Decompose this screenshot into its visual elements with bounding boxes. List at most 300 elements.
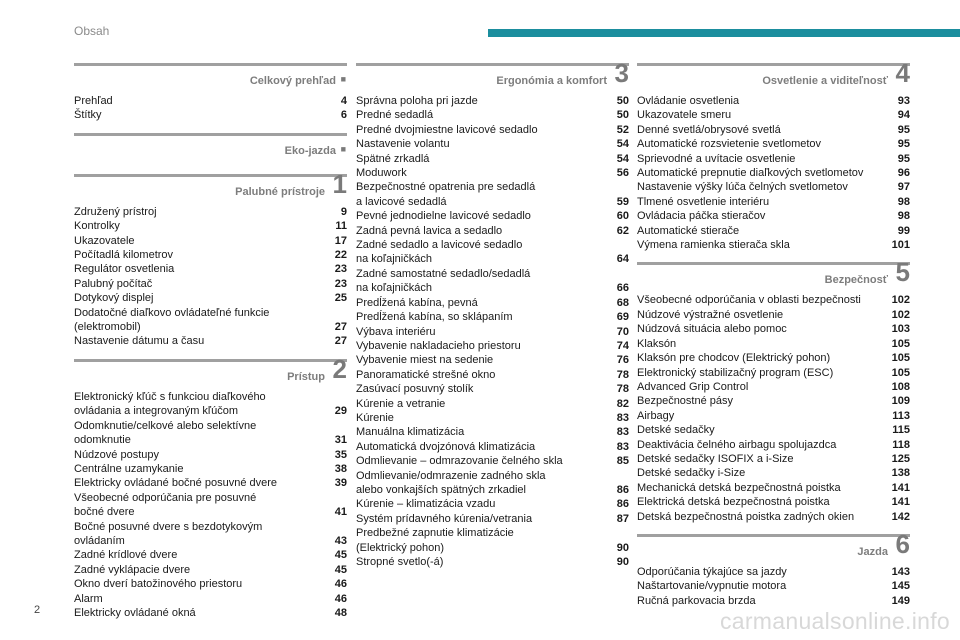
toc-entry[interactable] bbox=[356, 310, 629, 324]
toc-entry-title bbox=[637, 466, 757, 480]
section-header bbox=[74, 63, 347, 94]
toc-entry[interactable] bbox=[74, 491, 347, 520]
section-title: Eko-jazda bbox=[284, 144, 336, 157]
toc-section bbox=[74, 353, 347, 621]
toc-entry-page: 113 bbox=[892, 409, 910, 422]
toc-entry-title bbox=[74, 262, 186, 276]
toc-section bbox=[637, 58, 910, 252]
toc-entry-page: 69 bbox=[616, 311, 629, 324]
toc-entry-title-line: Nastavenie volantu bbox=[356, 138, 450, 151]
section-header bbox=[74, 133, 347, 164]
toc-entry[interactable] bbox=[637, 293, 910, 307]
toc-entry-title bbox=[74, 491, 268, 520]
toc-entry-title bbox=[356, 166, 419, 180]
toc-entry-page: 54 bbox=[616, 138, 629, 151]
toc-entry-page: 85 bbox=[616, 455, 629, 468]
toc-entry[interactable] bbox=[356, 166, 629, 180]
toc-entry-title-line: Stropné svetlo(-á) bbox=[356, 556, 444, 568]
toc-column-2 bbox=[356, 58, 629, 579]
toc-entry-title bbox=[74, 219, 132, 233]
toc-entry-page: 82 bbox=[616, 397, 629, 410]
toc-entry-title bbox=[356, 224, 514, 238]
toc-entry-page: 41 bbox=[334, 506, 347, 519]
toc-entry[interactable] bbox=[637, 481, 910, 495]
toc-entry[interactable] bbox=[356, 440, 629, 454]
toc-entry-title bbox=[74, 592, 115, 606]
section-header bbox=[637, 528, 910, 565]
toc-entry[interactable] bbox=[356, 267, 629, 296]
toc-entry[interactable] bbox=[637, 466, 910, 480]
toc-entry-page: 27 bbox=[334, 321, 347, 334]
toc-entry-page: 45 bbox=[334, 549, 347, 562]
toc-entry[interactable] bbox=[356, 497, 629, 511]
section-title: Palubné prístroje bbox=[235, 185, 325, 198]
toc-entry[interactable] bbox=[356, 512, 629, 526]
toc-entry-page: 95 bbox=[897, 138, 910, 151]
section-number: 1 bbox=[332, 168, 347, 199]
toc-entry[interactable] bbox=[637, 438, 910, 452]
toc-entry-title-line: Nastavenie výšky lúča čelných svetlometov bbox=[637, 181, 848, 194]
toc-section bbox=[74, 168, 347, 349]
toc-entry[interactable] bbox=[637, 337, 910, 351]
toc-entry-title-line: Bezpečnostné opatrenia pre sedadlá bbox=[356, 181, 536, 194]
toc-entry-title-line: na koľajničkách bbox=[356, 282, 432, 295]
toc-entry-page: 9 bbox=[340, 205, 347, 218]
toc-entry-title-line: Odmlievanie/odmrazenie zadného skla bbox=[356, 469, 546, 482]
toc-entry[interactable] bbox=[74, 108, 347, 122]
toc-entry-title bbox=[637, 195, 781, 209]
toc-entry[interactable] bbox=[637, 452, 910, 466]
toc-entry-page: 96 bbox=[897, 167, 910, 180]
toc-entry-title bbox=[637, 152, 807, 166]
toc-entry-page: 98 bbox=[897, 210, 910, 223]
toc-entry-title bbox=[74, 563, 202, 577]
toc-entry[interactable] bbox=[356, 123, 629, 137]
toc-entry-title-line: odomknutie bbox=[74, 434, 131, 447]
toc-entry-page: 145 bbox=[891, 580, 910, 593]
toc-entry[interactable] bbox=[356, 94, 629, 108]
toc-entry-title bbox=[74, 94, 125, 108]
toc-entry-page: 27 bbox=[334, 335, 347, 348]
toc-entry[interactable] bbox=[637, 594, 910, 608]
toc-entry-title-line: Sprievodné a uvítacie osvetlenie bbox=[637, 152, 796, 165]
toc-entry-title bbox=[74, 520, 274, 549]
toc-entry-page: 93 bbox=[897, 95, 910, 107]
toc-entry-page: 62 bbox=[616, 224, 629, 237]
toc-entry-title bbox=[356, 267, 542, 296]
toc-entry-title-line: Centrálne uzamykanie bbox=[74, 462, 184, 475]
toc-entry-title bbox=[74, 205, 169, 219]
toc-entry-page: 83 bbox=[616, 426, 629, 439]
toc-entry-title-line: Predbežné zapnutie klimatizácie bbox=[356, 527, 514, 540]
toc-entry[interactable] bbox=[74, 520, 347, 549]
section-number: 6 bbox=[895, 528, 910, 559]
toc-entry[interactable] bbox=[74, 248, 347, 262]
toc-entry-page: 38 bbox=[334, 462, 347, 475]
toc-entry-title bbox=[74, 476, 289, 490]
toc-entry-title bbox=[74, 234, 147, 248]
toc-entry-page: 94 bbox=[897, 109, 910, 122]
toc-entry-page: 4 bbox=[340, 95, 347, 107]
toc-entry-title bbox=[74, 306, 281, 335]
toc-entry-title-line: Bezpečnostné pásy bbox=[637, 395, 734, 408]
toc-entry[interactable] bbox=[637, 94, 910, 108]
toc-entry-title bbox=[74, 606, 208, 620]
toc-entry-title-line: Detské sedačky i-Size bbox=[637, 467, 746, 480]
toc-entry-title-line: Ovládacia páčka stieračov bbox=[637, 210, 766, 223]
toc-entry-title bbox=[637, 180, 860, 194]
toc-entry[interactable] bbox=[356, 382, 629, 396]
toc-entry-title bbox=[356, 555, 455, 569]
toc-entry[interactable] bbox=[637, 380, 910, 394]
toc-entry-title-line: Regulátor osvetlenia bbox=[74, 263, 175, 276]
toc-entry-title bbox=[356, 94, 490, 108]
toc-entry[interactable] bbox=[356, 397, 629, 411]
toc-entry[interactable] bbox=[637, 137, 910, 151]
toc-entry-page: 141 bbox=[891, 496, 910, 509]
toc-entry-page: 105 bbox=[891, 366, 910, 379]
toc-entry[interactable] bbox=[74, 291, 347, 305]
toc-entry[interactable] bbox=[356, 555, 629, 569]
toc-entry-page: 78 bbox=[616, 383, 629, 396]
toc-entry-title-line: Elektricky ovládané okná bbox=[74, 606, 196, 619]
toc-entry-page: 54 bbox=[616, 152, 629, 165]
toc-entry[interactable] bbox=[356, 152, 629, 166]
toc-entry[interactable] bbox=[637, 565, 910, 579]
toc-entry[interactable] bbox=[356, 238, 629, 267]
toc-entry-page: 109 bbox=[891, 395, 910, 408]
toc-entry-title-line: Núdzové postupy bbox=[74, 448, 159, 461]
toc-entry-title bbox=[356, 209, 543, 223]
toc-entry[interactable] bbox=[637, 423, 910, 437]
toc-entry-title-line: alebo vonkajších spätných zrkadiel bbox=[356, 483, 526, 496]
toc-entry-page: 46 bbox=[334, 578, 347, 591]
toc-entry-page: 149 bbox=[891, 594, 910, 607]
toc-entry-title-line: Zadné samostatné sedadlo/sedadlá bbox=[356, 267, 531, 280]
toc-entry-title bbox=[637, 137, 833, 151]
toc-section bbox=[356, 58, 629, 569]
toc-entry-title-line: na koľajničkách bbox=[356, 253, 432, 266]
toc-entry[interactable] bbox=[356, 224, 629, 238]
toc-entry-title bbox=[637, 351, 842, 365]
toc-entry-page: 11 bbox=[335, 220, 347, 233]
section-number: 5 bbox=[895, 257, 910, 288]
section-title: Osvetlenie a viditeľnosť bbox=[762, 75, 888, 87]
toc-entry-title bbox=[356, 339, 533, 353]
toc-entry-page: 105 bbox=[891, 352, 910, 365]
toc-entry-page: 43 bbox=[334, 534, 347, 547]
toc-entry-title-line: Tlmené osvetlenie interiéru bbox=[637, 195, 770, 208]
toc-entry-title-line: Zasúvací posuvný stolík bbox=[356, 383, 474, 396]
toc-entry-title-line: Ručná parkovacia brzda bbox=[637, 594, 756, 607]
toc-entry[interactable] bbox=[356, 296, 629, 310]
toc-entry-title-line: Spätné zrkadlá bbox=[356, 152, 430, 165]
toc-entry-page: 98 bbox=[897, 195, 910, 208]
toc-entry[interactable] bbox=[637, 152, 910, 166]
toc-entry-title-line: Automatická dvojzónová klimatizácia bbox=[356, 440, 536, 453]
section-square-marker: ■ bbox=[340, 74, 346, 84]
toc-entry-title-line: Alarm bbox=[74, 592, 103, 605]
toc-entry-title-line: Bočné posuvné dvere s bezdotykovým bbox=[74, 520, 263, 533]
toc-entry-page: 50 bbox=[616, 95, 629, 107]
toc-entry-title bbox=[356, 325, 448, 339]
toc-entry-title bbox=[74, 462, 195, 476]
section-header bbox=[637, 257, 910, 293]
toc-entry-title-line: Zadná pevná lavica a sedadlo bbox=[356, 224, 503, 237]
toc-entry-title-line: Klaksón pre chodcov (Elektrický pohon) bbox=[637, 352, 831, 365]
toc-section bbox=[74, 63, 347, 123]
toc-section bbox=[74, 133, 347, 164]
toc-column-1 bbox=[74, 63, 347, 630]
toc-entry-title-line: Systém prídavného kúrenia/vetrania bbox=[356, 512, 533, 525]
toc-entry-title-line: Pevné jednodielne lavicové sedadlo bbox=[356, 210, 531, 223]
toc-entry[interactable] bbox=[356, 454, 629, 468]
toc-entry-title-line: Detské sedačky bbox=[637, 424, 715, 437]
toc-entry-title-line: Detské sedačky ISOFIX a i-Size bbox=[637, 452, 794, 465]
toc-entry-title-line: bočné dvere bbox=[74, 506, 135, 519]
toc-entry-title-line: Výbava interiéru bbox=[356, 325, 436, 338]
toc-entry[interactable] bbox=[637, 495, 910, 509]
toc-entry-title bbox=[637, 452, 806, 466]
toc-entry-title-line: Manuálna klimatizácia bbox=[356, 426, 465, 439]
toc-entry-title bbox=[637, 366, 845, 380]
toc-entry-page: 78 bbox=[616, 368, 629, 381]
toc-entry[interactable] bbox=[356, 353, 629, 367]
toc-entry-title bbox=[637, 438, 848, 452]
toc-entry[interactable] bbox=[637, 322, 910, 336]
page-number: 2 bbox=[34, 604, 41, 616]
toc-entry-title-line: Počítadlá kilometrov bbox=[74, 249, 174, 262]
toc-entry-title bbox=[356, 123, 550, 137]
section-number: 4 bbox=[895, 58, 910, 88]
toc-entry-title bbox=[637, 293, 873, 307]
toc-entry[interactable] bbox=[637, 394, 910, 408]
toc-entry-page: 102 bbox=[891, 308, 910, 321]
toc-entry-title-line: Predné sedadlá bbox=[356, 109, 434, 122]
toc-entry-page: 105 bbox=[891, 337, 910, 350]
toc-entry[interactable] bbox=[74, 448, 347, 462]
toc-entry-page: 74 bbox=[616, 339, 629, 352]
toc-entry[interactable] bbox=[74, 390, 347, 419]
toc-entry-title-line: Elektrická detská bezpečnostná poistka bbox=[637, 496, 830, 509]
toc-entry[interactable] bbox=[637, 166, 910, 180]
toc-entry[interactable] bbox=[356, 368, 629, 382]
toc-entry[interactable] bbox=[74, 462, 347, 476]
toc-entry-title-line: Automatické prepnutie diaľkových svetlometov bbox=[637, 167, 864, 180]
toc-entry-title-line: Moduwork bbox=[356, 167, 407, 180]
toc-entry-page: 66 bbox=[616, 282, 629, 295]
toc-entry-title bbox=[356, 440, 547, 454]
toc-entry-page: 90 bbox=[616, 556, 629, 568]
toc-entry[interactable] bbox=[356, 339, 629, 353]
toc-entry-title-line: Predĺžená kabína, so sklápaním bbox=[356, 311, 513, 324]
toc-entry-page: 70 bbox=[616, 325, 629, 338]
toc-entry-page: 138 bbox=[891, 467, 910, 480]
toc-entry-title-line: Kontrolky bbox=[74, 220, 120, 233]
toc-entry-title bbox=[356, 526, 526, 555]
toc-entry-page: 95 bbox=[897, 123, 910, 136]
toc-entry[interactable] bbox=[637, 224, 910, 238]
section-number: 2 bbox=[332, 353, 347, 384]
toc-entry[interactable] bbox=[74, 548, 347, 562]
toc-entry-page: 90 bbox=[616, 541, 629, 554]
toc-entry-title bbox=[637, 423, 727, 437]
toc-entry[interactable] bbox=[74, 563, 347, 577]
toc-entry-page: 31 bbox=[334, 434, 347, 447]
section-title: Prístup bbox=[287, 370, 325, 383]
toc-entry-page: 35 bbox=[334, 448, 347, 461]
toc-entry-title-line: ovládania a integrovaným kľúčom bbox=[74, 405, 239, 418]
toc-entry-title-line: Všeobecné odporúčania v oblasti bezpečnosti bbox=[637, 294, 861, 307]
toc-entry-title-line: Všeobecné odporúčania pre posuvné bbox=[74, 491, 257, 504]
toc-entry-page: 83 bbox=[616, 440, 629, 453]
toc-entry[interactable] bbox=[637, 351, 910, 365]
toc-entry-title bbox=[74, 334, 216, 348]
toc-entry[interactable] bbox=[74, 606, 347, 620]
toc-entry-title bbox=[637, 322, 799, 336]
toc-entry-title-line: Advanced Grip Control bbox=[637, 380, 749, 393]
toc-entry-title-line: Kúrenie a vetranie bbox=[356, 397, 446, 410]
toc-entry-page: 125 bbox=[891, 452, 910, 465]
toc-entry[interactable] bbox=[637, 409, 910, 423]
toc-entry[interactable] bbox=[637, 195, 910, 209]
section-header bbox=[356, 58, 629, 94]
toc-entry-title-line: (elektromobil) bbox=[74, 321, 141, 334]
section-title: Ergonómia a komfort bbox=[496, 75, 607, 87]
toc-entry-page: 48 bbox=[334, 606, 347, 619]
toc-entry[interactable] bbox=[74, 219, 347, 233]
toc-entry[interactable] bbox=[637, 180, 910, 194]
toc-entry[interactable] bbox=[637, 108, 910, 122]
section-number: 3 bbox=[614, 58, 629, 88]
page-header-title: Obsah bbox=[74, 24, 110, 38]
toc-entry[interactable] bbox=[637, 308, 910, 322]
section-square-marker: ■ bbox=[340, 143, 346, 154]
toc-entry[interactable] bbox=[74, 205, 347, 219]
toc-entry[interactable] bbox=[74, 592, 347, 606]
toc-entry-title-line: Mechanická detská bezpečnostná poistka bbox=[637, 481, 841, 494]
toc-entry[interactable] bbox=[637, 209, 910, 223]
toc-entry[interactable] bbox=[74, 476, 347, 490]
toc-entry-title-line: Denné svetlá/obrysové svetlá bbox=[637, 123, 781, 136]
toc-entry[interactable] bbox=[356, 325, 629, 339]
toc-entry-title bbox=[637, 495, 842, 509]
toc-entry-page: 56 bbox=[616, 167, 629, 180]
toc-section bbox=[637, 257, 910, 524]
toc-entry-title-line: Správna poloha pri jazde bbox=[356, 95, 478, 107]
section-header bbox=[637, 58, 910, 94]
toc-entry-title bbox=[637, 108, 743, 122]
toc-entry-title bbox=[637, 308, 795, 322]
toc-entry-title-line: Štítky bbox=[74, 109, 102, 122]
toc-entry-page: 39 bbox=[334, 477, 347, 490]
toc-entry[interactable] bbox=[74, 94, 347, 108]
toc-entry-title bbox=[356, 382, 485, 396]
toc-entry-title-line: Elektronický kľúč s funkciou diaľkového bbox=[74, 390, 266, 403]
toc-entry-title-line: Deaktivácia čelného airbagu spolujazdca bbox=[637, 438, 837, 451]
toc-entry-title-line: Združený prístroj bbox=[74, 205, 157, 218]
toc-entry-title bbox=[356, 137, 462, 151]
toc-entry[interactable] bbox=[637, 123, 910, 137]
toc-entry[interactable] bbox=[637, 579, 910, 593]
toc-entry[interactable] bbox=[74, 306, 347, 335]
toc-entry-page: 97 bbox=[897, 181, 910, 194]
toc-entry[interactable] bbox=[356, 469, 629, 498]
toc-entry[interactable] bbox=[356, 209, 629, 223]
toc-entry[interactable] bbox=[74, 334, 347, 348]
toc-entry-page: 142 bbox=[891, 510, 910, 523]
toc-entry-title bbox=[637, 166, 875, 180]
toc-entry-title bbox=[74, 248, 185, 262]
toc-entry-page: 87 bbox=[616, 512, 629, 525]
toc-entry-title-line: (Elektrický pohon) bbox=[356, 541, 445, 554]
toc-entry[interactable] bbox=[74, 277, 347, 291]
toc-entry[interactable] bbox=[356, 411, 629, 425]
toc-entry-title-line: Odporúčania týkajúce sa jazdy bbox=[637, 565, 787, 578]
toc-entry-page: 101 bbox=[891, 239, 910, 252]
toc-entry-title bbox=[637, 380, 760, 394]
toc-entry-title bbox=[637, 238, 802, 252]
toc-entry[interactable] bbox=[74, 577, 347, 591]
toc-entry-title bbox=[637, 409, 686, 423]
toc-entry-title-line: Ukazovatele bbox=[74, 234, 135, 247]
toc-entry[interactable] bbox=[356, 137, 629, 151]
toc-entry[interactable] bbox=[637, 510, 910, 524]
toc-entry-title-line: Odomknutie/celkové alebo selektívne bbox=[74, 419, 257, 432]
toc-entry[interactable] bbox=[74, 262, 347, 276]
toc-entry-title bbox=[356, 397, 457, 411]
toc-entry-title bbox=[356, 454, 575, 468]
toc-entry-title-line: Výmena ramienka stierača skla bbox=[637, 239, 790, 252]
toc-entry-title-line: Elektricky ovládané bočné posuvné dvere bbox=[74, 477, 278, 490]
toc-entry-title-line: Automatické rozsvietenie svetlometov bbox=[637, 138, 822, 151]
toc-entry-title bbox=[356, 411, 406, 425]
toc-entry[interactable] bbox=[74, 419, 347, 448]
toc-entry-title-line: Detská bezpečnostná poistka zadných okien bbox=[637, 510, 855, 523]
toc-entry[interactable] bbox=[637, 366, 910, 380]
toc-column-3 bbox=[637, 58, 910, 618]
toc-entry-title bbox=[356, 180, 547, 209]
toc-entry-page: 99 bbox=[897, 224, 910, 237]
toc-entry[interactable] bbox=[356, 180, 629, 209]
toc-entry-title bbox=[74, 390, 278, 419]
toc-entry-page: 23 bbox=[334, 263, 347, 276]
toc-entry-title-line: Dotykový displej bbox=[74, 292, 154, 305]
toc-entry-page: 52 bbox=[616, 123, 629, 136]
toc-entry-page: 143 bbox=[891, 565, 910, 578]
toc-entry[interactable] bbox=[356, 108, 629, 122]
toc-entry-title-line: Predĺžená kabína, pevná bbox=[356, 296, 478, 309]
toc-entry-title bbox=[74, 419, 268, 448]
toc-entry-title-line: Odmlievanie – odmrazovanie čelného skla bbox=[356, 455, 563, 468]
toc-entry-title bbox=[74, 277, 164, 291]
toc-entry[interactable] bbox=[356, 425, 629, 439]
section-title: Celkový prehľad bbox=[249, 75, 336, 87]
toc-entry-page: 22 bbox=[334, 249, 347, 262]
toc-entry-title-line: Predné dvojmiestne lavicové sedadlo bbox=[356, 123, 538, 136]
toc-entry[interactable] bbox=[356, 526, 629, 555]
toc-entry-page: 115 bbox=[892, 424, 910, 437]
toc-entry[interactable] bbox=[637, 238, 910, 252]
toc-entry-title-line: Klaksón bbox=[637, 337, 677, 350]
toc-entry-page: 68 bbox=[616, 296, 629, 309]
toc-entry-title-line: Vybavenie miest na sedenie bbox=[356, 354, 494, 367]
toc-entry[interactable] bbox=[74, 234, 347, 248]
toc-entry-title-line: Ovládanie osvetlenia bbox=[637, 95, 740, 107]
toc-entry-page: 102 bbox=[891, 294, 910, 307]
toc-entry-title bbox=[356, 469, 558, 498]
section-header bbox=[74, 168, 347, 205]
